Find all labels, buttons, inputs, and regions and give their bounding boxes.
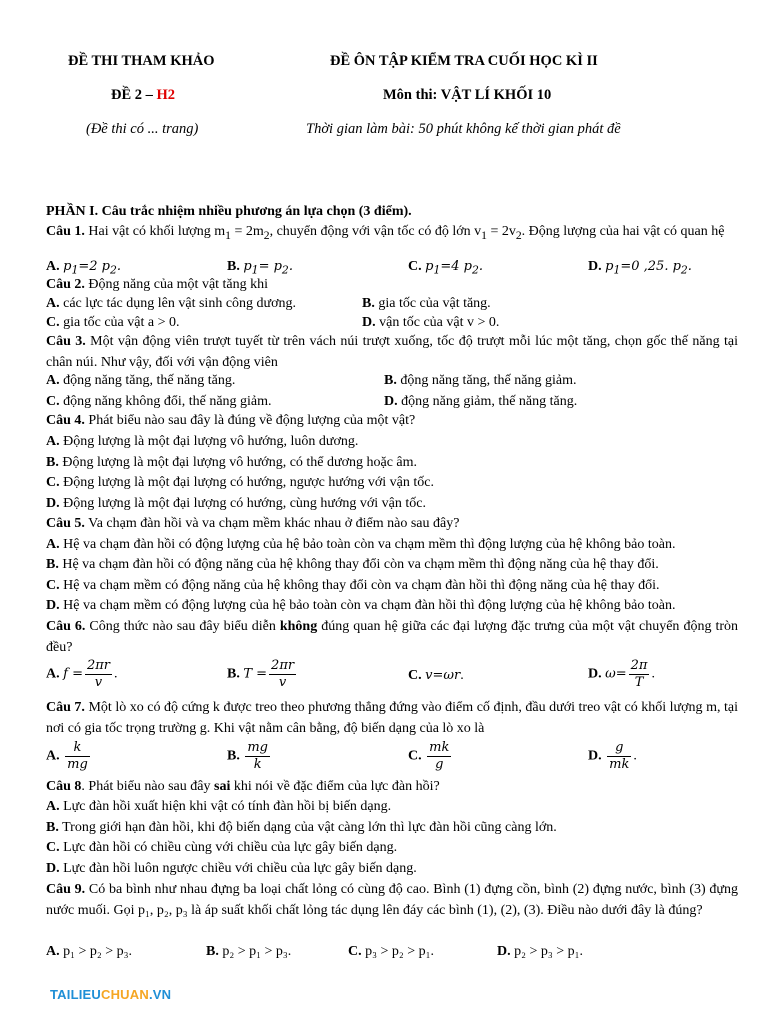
option-formula: $p_1= p_2$. bbox=[243, 259, 293, 277]
question-emphasis: sai bbox=[214, 779, 231, 794]
question-7 bbox=[46, 697, 738, 739]
question-label: Câu 2. bbox=[46, 277, 85, 292]
question-9 bbox=[46, 879, 738, 921]
q7-option-c[interactable]: C. $\frac{mk}{g}$ bbox=[408, 740, 450, 772]
header-right-title: ĐỀ ÔN TẬP KIỂM TRA CUỐI HỌC KÌ II bbox=[330, 53, 598, 69]
question-text: Một vận động viên trượt tuyết từ trên vách núi trượt xuống, tốc độ trượt mỗi lúc một tăng, chọn gốc thế năng tại chân núi. Như vậy, đối với vận động viên bbox=[46, 334, 738, 370]
question-text: khi nói về đặc điểm của lực đàn hồi? bbox=[230, 779, 440, 794]
question-text: . Phát biểu nào sau đây bbox=[81, 779, 214, 794]
q5-option-b[interactable]: B. Hệ va chạm đàn hồi có động năng của hệ không thay đổi còn va chạm mềm thì động năng của hệ thay đổi. bbox=[46, 557, 659, 572]
q7-option-b[interactable]: B. $\frac{mg}{k}$ bbox=[227, 740, 268, 772]
q9-option-a[interactable]: A. p₁ > p₂ > p₃. bbox=[46, 944, 133, 959]
q6-option-c[interactable]: C. v=ωr. bbox=[408, 668, 464, 683]
q1-option-b[interactable] bbox=[227, 259, 293, 277]
option-formula: $p_1=0$ ,25. $p_2$. bbox=[605, 259, 692, 277]
question-label: Câu 4. bbox=[46, 413, 85, 428]
question-text: Động năng của một vật tăng khi bbox=[84, 277, 269, 292]
q3-option-c[interactable]: C. động năng không đổi, thế năng giảm. bbox=[46, 394, 272, 409]
subject-line: Môn thi: VẬT LÍ KHỐI 10 bbox=[383, 87, 552, 103]
q4-option-c[interactable]: C. Động lượng là một đại lượng có hướng, ngược hướng với vận tốc. bbox=[46, 475, 434, 490]
q6-option-b[interactable]: B. T = $\frac{2\pi r}{v}$ bbox=[227, 658, 295, 690]
section-title: PHẦN I. Câu trắc nhiệm nhiều phương án lựa chọn (3 điểm). bbox=[46, 204, 412, 219]
question-2 bbox=[46, 277, 268, 293]
q6-option-a[interactable]: A. f = $\frac{2\pi r}{v}$ . bbox=[46, 658, 118, 690]
option-key: D. bbox=[588, 259, 602, 274]
logo-part: CHUAN bbox=[101, 987, 149, 1002]
pages-note: (Đề thi có ... trang) bbox=[86, 121, 199, 137]
question-5 bbox=[46, 516, 459, 532]
exam-code bbox=[111, 87, 175, 104]
site-logo[interactable] bbox=[50, 987, 171, 1002]
q9-option-b[interactable]: B. p₂ > p₁ > p₃. bbox=[206, 944, 292, 959]
q1-text-a: Hai vật có khối lượng m bbox=[84, 224, 226, 239]
question-label: Câu 7. bbox=[46, 700, 85, 715]
q4-option-a[interactable]: A. Động lượng là một đại lượng vô hướng, luôn dương. bbox=[46, 434, 359, 449]
logo-part: .VN bbox=[148, 987, 172, 1002]
question-8 bbox=[46, 779, 440, 795]
question-text: Va chạm đàn hồi và va chạm mềm khác nhau ở điểm nào sau đây? bbox=[84, 516, 460, 531]
q1-option-a[interactable] bbox=[46, 259, 121, 277]
question-text: Một lò xo có độ cứng k được treo theo phương thẳng đứng vào điểm cố định, đầu dưới treo vật có khối lượng m, tại nơi có gia tốc trọng trường g. Khi vật nằm cân bằng, độ biến dạng của lò xo là bbox=[46, 700, 738, 736]
exam-code-prefix: ĐỀ 2 – bbox=[111, 87, 157, 103]
q7-option-a[interactable]: A. $\frac{k}{mg}$ bbox=[46, 740, 88, 772]
q8-option-c[interactable]: C. Lực đàn hồi có chiều cùng với chiều của lực gây biến dạng. bbox=[46, 840, 398, 855]
q2-option-c[interactable]: C. gia tốc của vật a > 0. bbox=[46, 315, 180, 330]
q2-option-d[interactable]: D. vận tốc của vật v > 0. bbox=[362, 315, 500, 330]
q9-option-c[interactable]: C. p₃ > p₂ > p₁. bbox=[348, 944, 435, 959]
q5-option-c[interactable]: C. Hệ va chạm mềm có động năng của hệ không thay đổi còn va chạm đàn hồi thì động năng của hệ thay đổi. bbox=[46, 578, 660, 593]
q1-text-c: , chuyển động với vận tốc có độ lớn v bbox=[269, 224, 482, 239]
question-text: Có ba bình như nhau đựng ba loại chất lỏng có cùng độ cao. Bình (1) đựng cồn, bình (2) đựng nước, bình (3) đựng nước muối. Gọi p₁, p₂, p₃ là áp suất khối chất lỏng tác dụng lên đáy các bình (1), (2), (3). Điều nào dưới đây là đúng? bbox=[46, 882, 739, 918]
q1-text-d: = 2v bbox=[486, 224, 516, 239]
question-label: Câu 9. bbox=[46, 882, 86, 897]
q1-sub: 1 bbox=[481, 228, 487, 242]
question-text: Công thức nào sau đây biểu diễn bbox=[85, 619, 280, 634]
q1-sub: 2 bbox=[515, 228, 522, 242]
question-label: Câu 3. bbox=[46, 334, 86, 349]
question-3 bbox=[46, 331, 738, 373]
question-6 bbox=[46, 616, 738, 658]
question-text: đúng quan hệ giữa các đại lượng đặc trưng của một vật chuyển động tròn đều? bbox=[46, 619, 739, 655]
q1-option-d[interactable] bbox=[588, 259, 692, 277]
logo-part: TAILIEU bbox=[50, 987, 101, 1002]
option-key: A. bbox=[46, 259, 60, 274]
option-key: B. bbox=[227, 259, 240, 274]
option-formula: $p_1=2$ $p_2$. bbox=[63, 259, 121, 277]
q3-option-d[interactable]: D. động năng giảm, thế năng tăng. bbox=[384, 394, 578, 409]
q8-option-a[interactable]: A. Lực đàn hồi xuất hiện khi vật có tính đàn hồi bị biến dạng. bbox=[46, 799, 392, 814]
q1-text-b: = 2m bbox=[230, 224, 264, 239]
q2-option-a[interactable]: A. các lực tác dụng lên vật sinh công dương. bbox=[46, 296, 297, 311]
q3-option-b[interactable]: B. động năng tăng, thế năng giảm. bbox=[384, 373, 577, 388]
question-label: Câu 6. bbox=[46, 619, 86, 634]
time-note: Thời gian làm bài: 50 phút không kế thời gian phát đề bbox=[306, 121, 621, 137]
question-text: Phát biểu nào sau đây là đúng về động lượng của một vật? bbox=[84, 413, 416, 428]
q5-option-a[interactable]: A. Hệ va chạm đàn hồi có động lượng của hệ bảo toàn còn va chạm mềm thì động lượng của hệ không bảo toàn. bbox=[46, 537, 676, 552]
q3-option-a[interactable]: A. động năng tăng, thế năng tăng. bbox=[46, 373, 236, 388]
q4-option-b[interactable]: B. Động lượng là một đại lượng vô hướng, có thể dương hoặc âm. bbox=[46, 455, 418, 470]
question-label: Câu 1. bbox=[46, 224, 85, 239]
q8-option-b[interactable]: B. Trong giới hạn đàn hồi, khi độ biến dạng của vật càng lớn thì lực đàn hồi cũng càng lớn. bbox=[46, 820, 557, 835]
q1-sub: 2 bbox=[263, 228, 270, 242]
q1-text-e: . Động lượng của hai vật có quan hệ bbox=[521, 224, 725, 239]
question-label: Câu 8 bbox=[46, 779, 82, 794]
option-formula: $p_1=4$ $p_2$. bbox=[425, 259, 483, 277]
question-1 bbox=[46, 221, 738, 246]
question-label: Câu 5. bbox=[46, 516, 85, 531]
exam-code-value: H2 bbox=[156, 87, 176, 103]
header-left-title: ĐỀ THI THAM KHẢO bbox=[68, 53, 215, 69]
q5-option-d[interactable]: D. Hệ va chạm mềm có động lượng của hệ bảo toàn còn va chạm đàn hồi thì động lượng của hệ không bảo toàn. bbox=[46, 598, 676, 613]
question-4 bbox=[46, 413, 415, 429]
q7-option-d[interactable]: D. $\frac{g}{mk}$ . bbox=[588, 740, 637, 772]
q6-option-d[interactable]: D. ω= $\frac{2\pi}{T}$ . bbox=[588, 658, 655, 690]
question-emphasis: không bbox=[279, 619, 318, 634]
q4-option-d[interactable]: D. Động lượng là một đại lượng có hướng, cùng hướng với vận tốc. bbox=[46, 496, 427, 511]
q1-option-c[interactable] bbox=[408, 259, 483, 277]
q8-option-d[interactable]: D. Lực đàn hồi luôn ngược chiều với chiều của lực gây biến dạng. bbox=[46, 861, 417, 876]
q2-option-b[interactable]: B. gia tốc của vật tăng. bbox=[362, 296, 491, 311]
option-key: C. bbox=[408, 259, 422, 274]
q9-option-d[interactable]: D. p₂ > p₃ > p₁. bbox=[497, 944, 584, 959]
q1-sub: 1 bbox=[225, 228, 231, 242]
